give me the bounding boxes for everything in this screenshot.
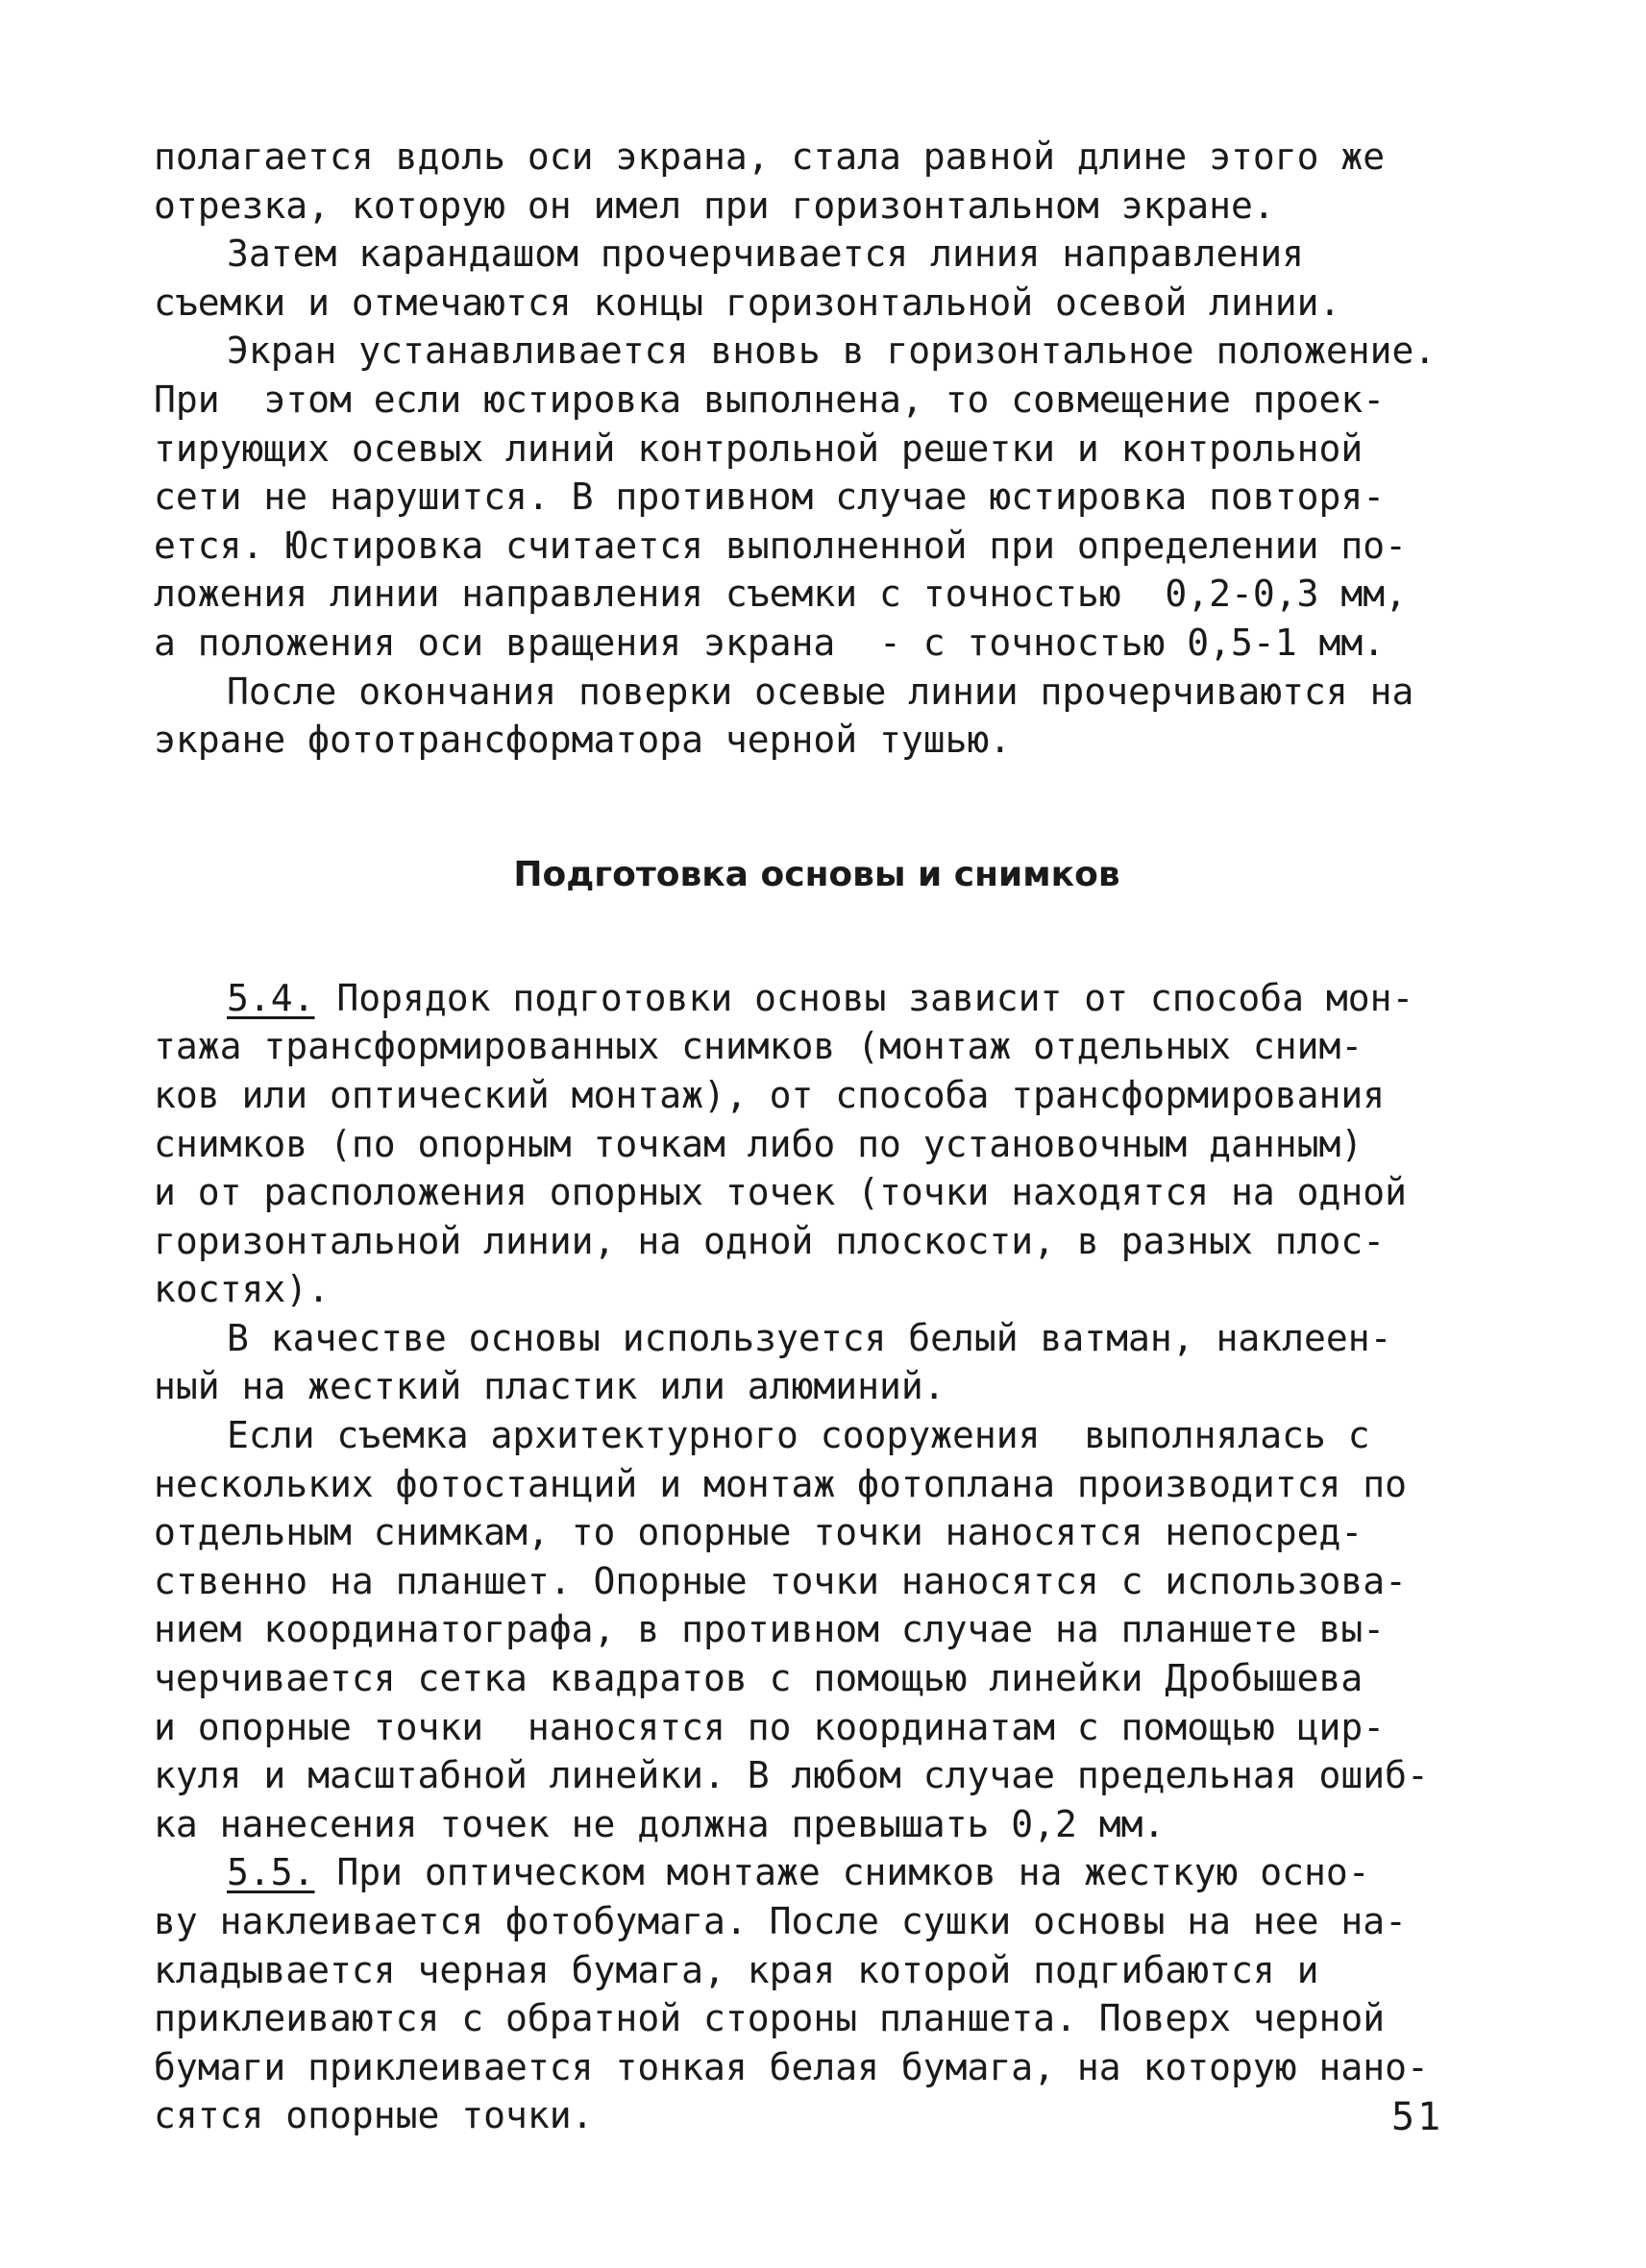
text-line: нием координатографа, в противном случае на планшете вы- [154,1608,1386,1651]
text-line: ный на жесткий пластик или алюминий. [154,1365,946,1408]
paragraph-continuation [154,133,1499,230]
text-line: В качестве основы используется белый ватман, наклеен- [227,1316,1392,1359]
text-line: снимков (по опорным точкам либо по установочным данным) [154,1122,1363,1165]
first-line-text: Порядок подготовки основы зависит от способа мон- [314,976,1414,1019]
numbered-paragraph [154,1848,1499,2140]
text-line: черчивается сетка квадратов с помощью линейки Дробышева [154,1657,1363,1700]
text-line: нескольких фотостанций и монтаж фотоплана производится по [154,1462,1408,1505]
text-line: ву наклеивается фотобумага. После сушки основы на нее на- [154,1900,1408,1942]
text-line: При этом если юстировка выполнена, то совмещение проек- [154,378,1386,421]
section-number: 5.4. [227,976,315,1019]
page-number: 51 [1391,2095,1444,2139]
text-line: ственно на планшет. Опорные точки наносятся с использова- [154,1559,1408,1602]
text-line: отрезка, которую он имел при горизонтальном экране. [154,183,1275,227]
text-line: ложения линии направления съемки с точностью 0,2-0,3 мм, [154,573,1408,616]
text-line: и от расположения опорных точек (точки находятся на одной [154,1171,1408,1214]
text-line: бумаги приклеивается тонкая белая бумага, на которую нано- [154,2045,1429,2088]
paragraph [154,1314,1499,1411]
text-line: а положения оси вращения экрана - с точностью 0,5-1 мм. [154,621,1386,664]
text-line: горизонтальной линии, на одной плоскости, в разных плос- [154,1219,1386,1262]
document-page [154,133,1499,2140]
text-line [154,1848,1499,1897]
text-line: экране фототрансформатора черной тушью. [154,719,1012,762]
text-line: Если съемка архитектурного сооружения выполнялась с [227,1414,1370,1457]
text-line: сети не нарушится. В противном случае юстировка повторя- [154,476,1386,519]
text-line: После окончания поверки осевые линии прочерчиваются на [227,670,1414,713]
text-line [154,974,1499,1023]
paragraph [154,668,1499,765]
section-heading: Подготовка основы и снимков [513,854,1120,894]
first-line-text: При оптическом монтаже снимков на жесткую осно- [314,1851,1370,1894]
text-line: Затем карандашом прочерчивается линия направления [227,232,1305,276]
text-line: кладывается черная бумага, края которой подгибаются и [154,1948,1319,1991]
section-number: 5.5. [227,1851,315,1894]
text-line: куля и масштабной линейки. В любом случае предельная ошиб- [154,1754,1429,1797]
text-line: отдельным снимкам, то опорные точки наносятся непосред- [154,1511,1363,1554]
paragraph [154,230,1499,327]
text-line: съемки и отмечаются концы горизонтальной осевой линии. [154,280,1341,324]
numbered-paragraph [154,974,1499,1314]
text-line: Экран устанавливается вновь в горизонтальное положение. [227,329,1437,373]
text-line: приклеиваются с обратной стороны планшета. Поверх черной [154,1997,1386,2040]
text-line: сятся опорные точки. [154,2094,594,2137]
text-line: тажа трансформированных снимков (монтаж отдельных сним- [154,1025,1363,1068]
text-line: и опорные точки наносятся по координатам с помощью цир- [154,1705,1386,1748]
text-line: ется. Юстировка считается выполненной при определении по- [154,524,1408,567]
text-line: тирующих осевых линий контрольной решетки и контрольной [154,427,1363,470]
paragraph [154,327,1499,667]
text-line: костях). [154,1268,331,1311]
paragraph [154,1411,1499,1848]
text-line: ка нанесения точек не должна превышать 0,2 мм. [154,1802,1166,1845]
text-line: полагается вдоль оси экрана, стала равной длине этого же [154,135,1386,178]
text-line: ков или оптический монтаж), от способа трансформирования [154,1073,1386,1116]
